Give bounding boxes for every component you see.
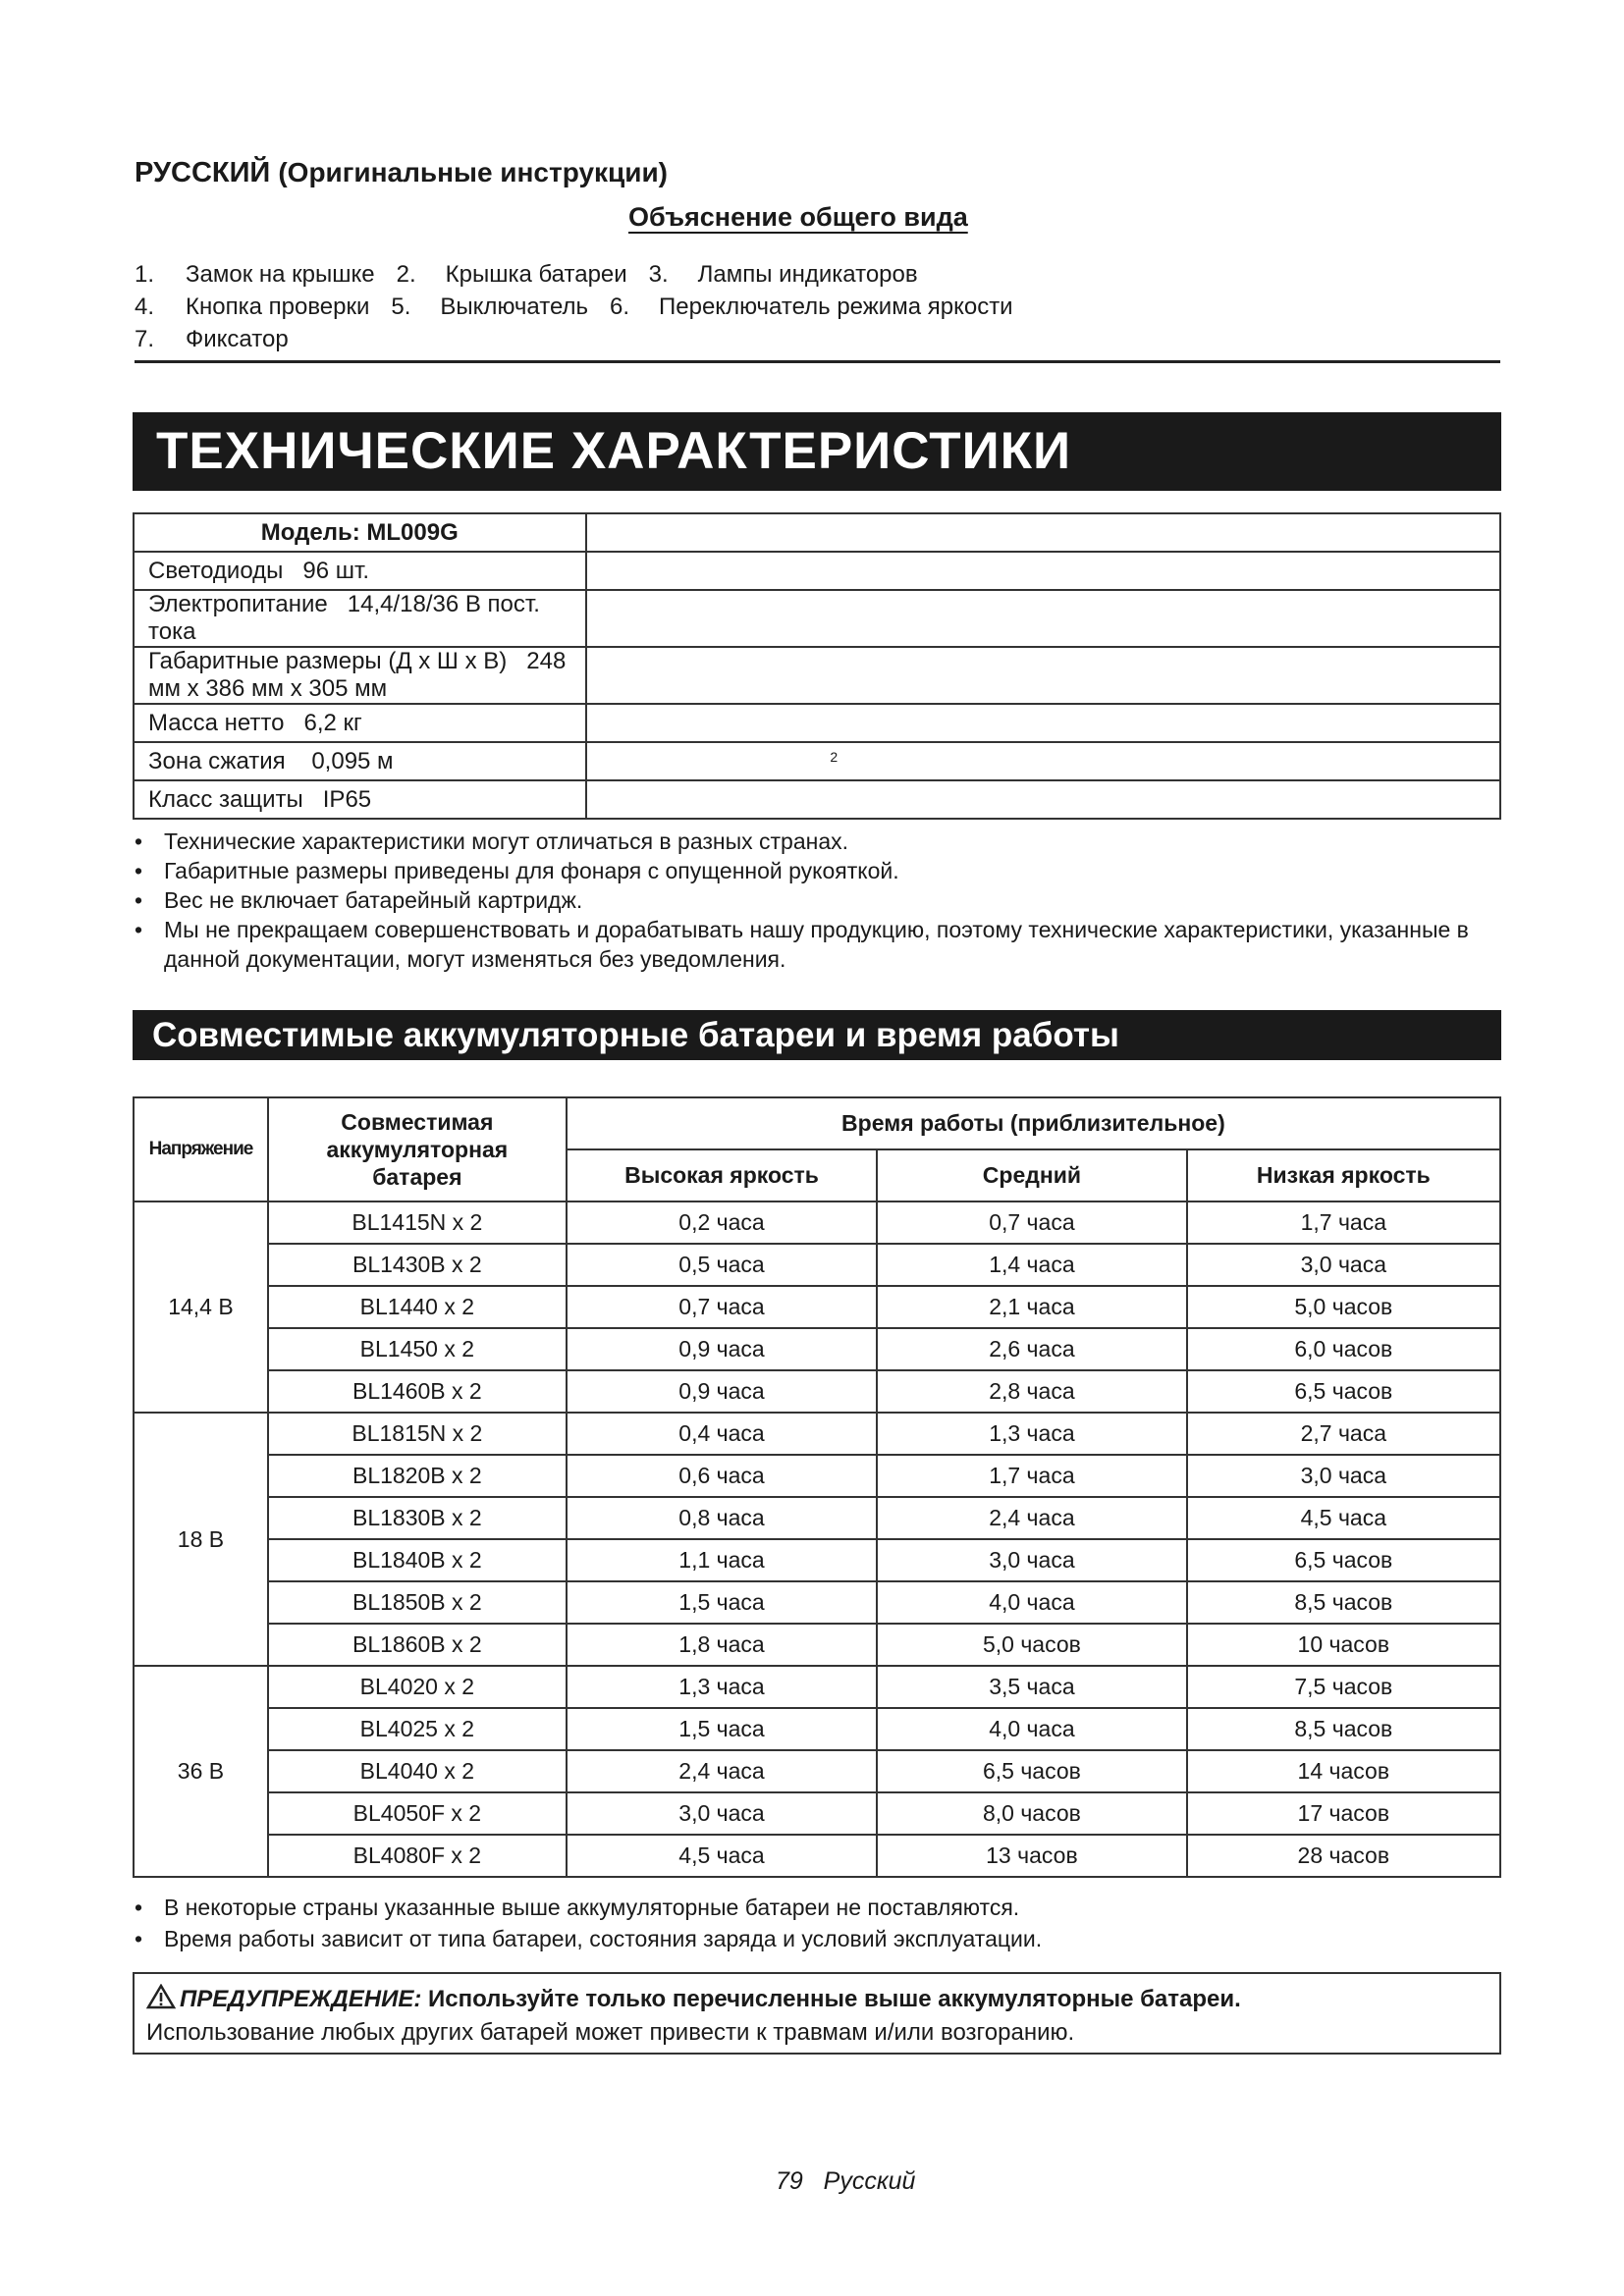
battery-cell: BL1815N x 2 bbox=[268, 1413, 567, 1455]
battery-cell: BL1415N x 2 bbox=[268, 1201, 567, 1244]
battery-cell: BL4040 x 2 bbox=[268, 1750, 567, 1792]
low-cell: 8,5 часов bbox=[1187, 1708, 1500, 1750]
mid-cell: 2,6 часа bbox=[877, 1328, 1186, 1370]
table-row bbox=[134, 647, 1500, 704]
low-cell: 6,0 часов bbox=[1187, 1328, 1500, 1370]
mid-cell: 13 часов bbox=[877, 1835, 1186, 1877]
battery-cell: BL4050F x 2 bbox=[268, 1792, 567, 1835]
mid-cell: 1,7 часа bbox=[877, 1455, 1186, 1497]
spec-label: Масса нетто 6,2 кг bbox=[134, 704, 586, 742]
battery-cell: BL4025 x 2 bbox=[268, 1708, 567, 1750]
high-cell: 4,5 часа bbox=[567, 1835, 877, 1877]
low-cell: 6,5 часов bbox=[1187, 1370, 1500, 1413]
part-label: Выключатель bbox=[440, 294, 589, 320]
battery-cell: BL1430B x 2 bbox=[268, 1244, 567, 1286]
battery-table bbox=[133, 1096, 1501, 1878]
spec-value bbox=[586, 552, 1500, 590]
spec-label: Электропитание 14,4/18/36 В пост. тока bbox=[134, 590, 586, 647]
parts-row bbox=[135, 291, 1013, 323]
battery-notes bbox=[135, 1892, 1042, 1954]
table-row bbox=[134, 1244, 1500, 1286]
battery-cell: BL4020 x 2 bbox=[268, 1666, 567, 1708]
table-row bbox=[134, 513, 1500, 552]
high-cell: 1,5 часа bbox=[567, 1708, 877, 1750]
high-cell: 0,5 часа bbox=[567, 1244, 877, 1286]
battery-cell: BL1820B x 2 bbox=[268, 1455, 567, 1497]
spec-label: Класс защиты IP65 bbox=[134, 780, 586, 819]
low-cell: 3,0 часа bbox=[1187, 1244, 1500, 1286]
table-row bbox=[134, 1581, 1500, 1624]
battery-cell: BL1450 x 2 bbox=[268, 1328, 567, 1370]
warning-bold-text: Используйте только перечисленные выше аккумуляторные батареи. bbox=[428, 1986, 1241, 2012]
low-cell: 1,7 часа bbox=[1187, 1201, 1500, 1244]
high-cell: 1,3 часа bbox=[567, 1666, 877, 1708]
part-label: Замок на крышке bbox=[186, 261, 375, 288]
divider bbox=[135, 360, 1500, 363]
mid-cell: 6,5 часов bbox=[877, 1750, 1186, 1792]
mid-cell: 3,0 часа bbox=[877, 1539, 1186, 1581]
warning-line bbox=[146, 1984, 1499, 2017]
high-cell: 3,0 часа bbox=[567, 1792, 877, 1835]
overview-title: Объяснение общего вида bbox=[628, 202, 968, 232]
battery-cell: BL4080F x 2 bbox=[268, 1835, 567, 1877]
header-mid: Средний bbox=[877, 1149, 1186, 1201]
mid-cell: 2,4 часа bbox=[877, 1497, 1186, 1539]
page-number: 79 bbox=[776, 2167, 803, 2195]
specs-notes bbox=[135, 827, 1499, 974]
low-cell: 6,5 часов bbox=[1187, 1539, 1500, 1581]
spec-value bbox=[586, 704, 1500, 742]
mid-cell: 1,4 часа bbox=[877, 1244, 1186, 1286]
low-cell: 3,0 часа bbox=[1187, 1455, 1500, 1497]
specs-table bbox=[133, 512, 1501, 820]
warning-label: ПРЕДУПРЕЖДЕНИЕ: bbox=[180, 1986, 422, 2012]
table-row bbox=[134, 1201, 1500, 1244]
list-item: • Технические характеристики могут отличаться в разных странах. bbox=[135, 827, 1499, 856]
header-high: Высокая яркость bbox=[567, 1149, 877, 1201]
battery-cell: BL1460B x 2 bbox=[268, 1370, 567, 1413]
table-row bbox=[134, 1370, 1500, 1413]
table-row bbox=[134, 1666, 1500, 1708]
part-label: Лампы индикаторов bbox=[697, 261, 918, 288]
spec-value bbox=[586, 590, 1500, 647]
mid-cell: 5,0 часов bbox=[877, 1624, 1186, 1666]
high-cell: 0,9 часа bbox=[567, 1370, 877, 1413]
table-row bbox=[134, 1750, 1500, 1792]
table-row bbox=[134, 1455, 1500, 1497]
table-row bbox=[134, 1497, 1500, 1539]
table-row bbox=[134, 1792, 1500, 1835]
language-label: РУССКИЙ bbox=[135, 157, 271, 188]
low-cell: 5,0 часов bbox=[1187, 1286, 1500, 1328]
warning-text: Использование любых других батарей может привести к травмам и/или возгоранию. bbox=[146, 2019, 1075, 2046]
battery-cell: BL1440 x 2 bbox=[268, 1286, 567, 1328]
table-row bbox=[134, 704, 1500, 742]
header-battery: Совместимая аккумуляторная батарея bbox=[268, 1097, 567, 1201]
table-row bbox=[134, 1286, 1500, 1328]
part-label: Фиксатор bbox=[186, 326, 289, 352]
mid-cell: 4,0 часа bbox=[877, 1708, 1186, 1750]
voltage-cell: 18 В bbox=[134, 1413, 268, 1666]
table-row bbox=[134, 1413, 1500, 1455]
mid-cell: 2,8 часа bbox=[877, 1370, 1186, 1413]
language-heading bbox=[135, 157, 668, 189]
language-subtitle: (Оригинальные инструкции) bbox=[278, 157, 668, 187]
header-runtime: Время работы (приблизительное) bbox=[567, 1097, 1500, 1149]
mid-cell: 8,0 часов bbox=[877, 1792, 1186, 1835]
mid-cell: 0,7 часа bbox=[877, 1201, 1186, 1244]
spec-value bbox=[586, 780, 1500, 819]
low-cell: 4,5 часа bbox=[1187, 1497, 1500, 1539]
table-row bbox=[134, 1624, 1500, 1666]
footer-language: Русский bbox=[823, 2167, 916, 2195]
low-cell: 2,7 часа bbox=[1187, 1413, 1500, 1455]
mid-cell: 3,5 часа bbox=[877, 1666, 1186, 1708]
specs-banner: ТЕХНИЧЕСКИЕ ХАРАКТЕРИСТИКИ bbox=[133, 412, 1501, 491]
table-row bbox=[134, 552, 1500, 590]
part-label: Кнопка проверки bbox=[186, 294, 370, 320]
high-cell: 0,2 часа bbox=[567, 1201, 877, 1244]
part-number: 2. bbox=[396, 261, 416, 288]
table-header-row bbox=[134, 1097, 1500, 1149]
low-cell: 10 часов bbox=[1187, 1624, 1500, 1666]
battery-cell: BL1840B x 2 bbox=[268, 1539, 567, 1581]
warning-box bbox=[133, 1972, 1501, 2055]
high-cell: 1,5 часа bbox=[567, 1581, 877, 1624]
part-number: 1. bbox=[135, 261, 155, 288]
low-cell: 8,5 часов bbox=[1187, 1581, 1500, 1624]
model-value-cell bbox=[586, 513, 1500, 552]
high-cell: 0,9 часа bbox=[567, 1328, 877, 1370]
part-label: Крышка батареи bbox=[445, 261, 627, 288]
model-cell: Модель: ML009G bbox=[134, 513, 586, 552]
low-cell: 7,5 часов bbox=[1187, 1666, 1500, 1708]
mid-cell: 2,1 часа bbox=[877, 1286, 1186, 1328]
voltage-cell: 14,4 В bbox=[134, 1201, 268, 1413]
mid-cell: 1,3 часа bbox=[877, 1413, 1186, 1455]
low-cell: 14 часов bbox=[1187, 1750, 1500, 1792]
spec-value: 2 bbox=[586, 742, 1500, 780]
mid-cell: 4,0 часа bbox=[877, 1581, 1186, 1624]
list-item: • Габаритные размеры приведены для фонаря с опущенной рукояткой. bbox=[135, 856, 1499, 885]
parts-row bbox=[135, 323, 1013, 355]
list-item: • Мы не прекращаем совершенствовать и дорабатывать нашу продукцию, поэтому технические характеристики, указанные в данной документации, могут изменяться без уведомления. bbox=[135, 915, 1499, 974]
part-number: 4. bbox=[135, 294, 155, 320]
table-row bbox=[134, 1708, 1500, 1750]
list-item: • Вес не включает батарейный картридж. bbox=[135, 885, 1499, 915]
low-cell: 17 часов bbox=[1187, 1792, 1500, 1835]
parts-row bbox=[135, 258, 1013, 291]
high-cell: 0,4 часа bbox=[567, 1413, 877, 1455]
list-item: • Время работы зависит от типа батареи, состояния заряда и условий эксплуатации. bbox=[135, 1923, 1042, 1954]
batteries-banner: Совместимые аккумуляторные батареи и время работы bbox=[133, 1010, 1501, 1060]
battery-cell: BL1830B x 2 bbox=[268, 1497, 567, 1539]
part-number: 6. bbox=[610, 294, 630, 320]
header-low: Низкая яркость bbox=[1187, 1149, 1500, 1201]
header-voltage: Напряжение bbox=[134, 1097, 268, 1201]
warning-icon bbox=[146, 1984, 176, 2017]
part-number: 5. bbox=[391, 294, 411, 320]
part-number: 3. bbox=[648, 261, 669, 288]
voltage-cell: 36 В bbox=[134, 1666, 268, 1877]
high-cell: 1,8 часа bbox=[567, 1624, 877, 1666]
list-item: • В некоторые страны указанные выше аккумуляторные батареи не поставляются. bbox=[135, 1892, 1042, 1923]
table-row bbox=[134, 1539, 1500, 1581]
high-cell: 0,8 часа bbox=[567, 1497, 877, 1539]
part-number: 7. bbox=[135, 326, 155, 352]
spec-label: Светодиоды 96 шт. bbox=[134, 552, 586, 590]
battery-cell: BL1850B x 2 bbox=[268, 1581, 567, 1624]
table-row bbox=[134, 1328, 1500, 1370]
table-row bbox=[134, 590, 1500, 647]
spec-label: Зона сжатия 0,095 м bbox=[134, 742, 586, 780]
table-row bbox=[134, 780, 1500, 819]
high-cell: 0,6 часа bbox=[567, 1455, 877, 1497]
spec-label: Габаритные размеры (Д x Ш x В) 248 мм x 386 мм x 305 мм bbox=[134, 647, 586, 704]
table-row bbox=[134, 1835, 1500, 1877]
high-cell: 1,1 часа bbox=[567, 1539, 877, 1581]
part-label: Переключатель режима яркости bbox=[659, 294, 1013, 320]
page-footer bbox=[776, 2167, 915, 2196]
spec-value bbox=[586, 647, 1500, 704]
table-row bbox=[134, 742, 1500, 780]
battery-cell: BL1860B x 2 bbox=[268, 1624, 567, 1666]
parts-list bbox=[135, 258, 1013, 355]
high-cell: 2,4 часа bbox=[567, 1750, 877, 1792]
high-cell: 0,7 часа bbox=[567, 1286, 877, 1328]
low-cell: 28 часов bbox=[1187, 1835, 1500, 1877]
